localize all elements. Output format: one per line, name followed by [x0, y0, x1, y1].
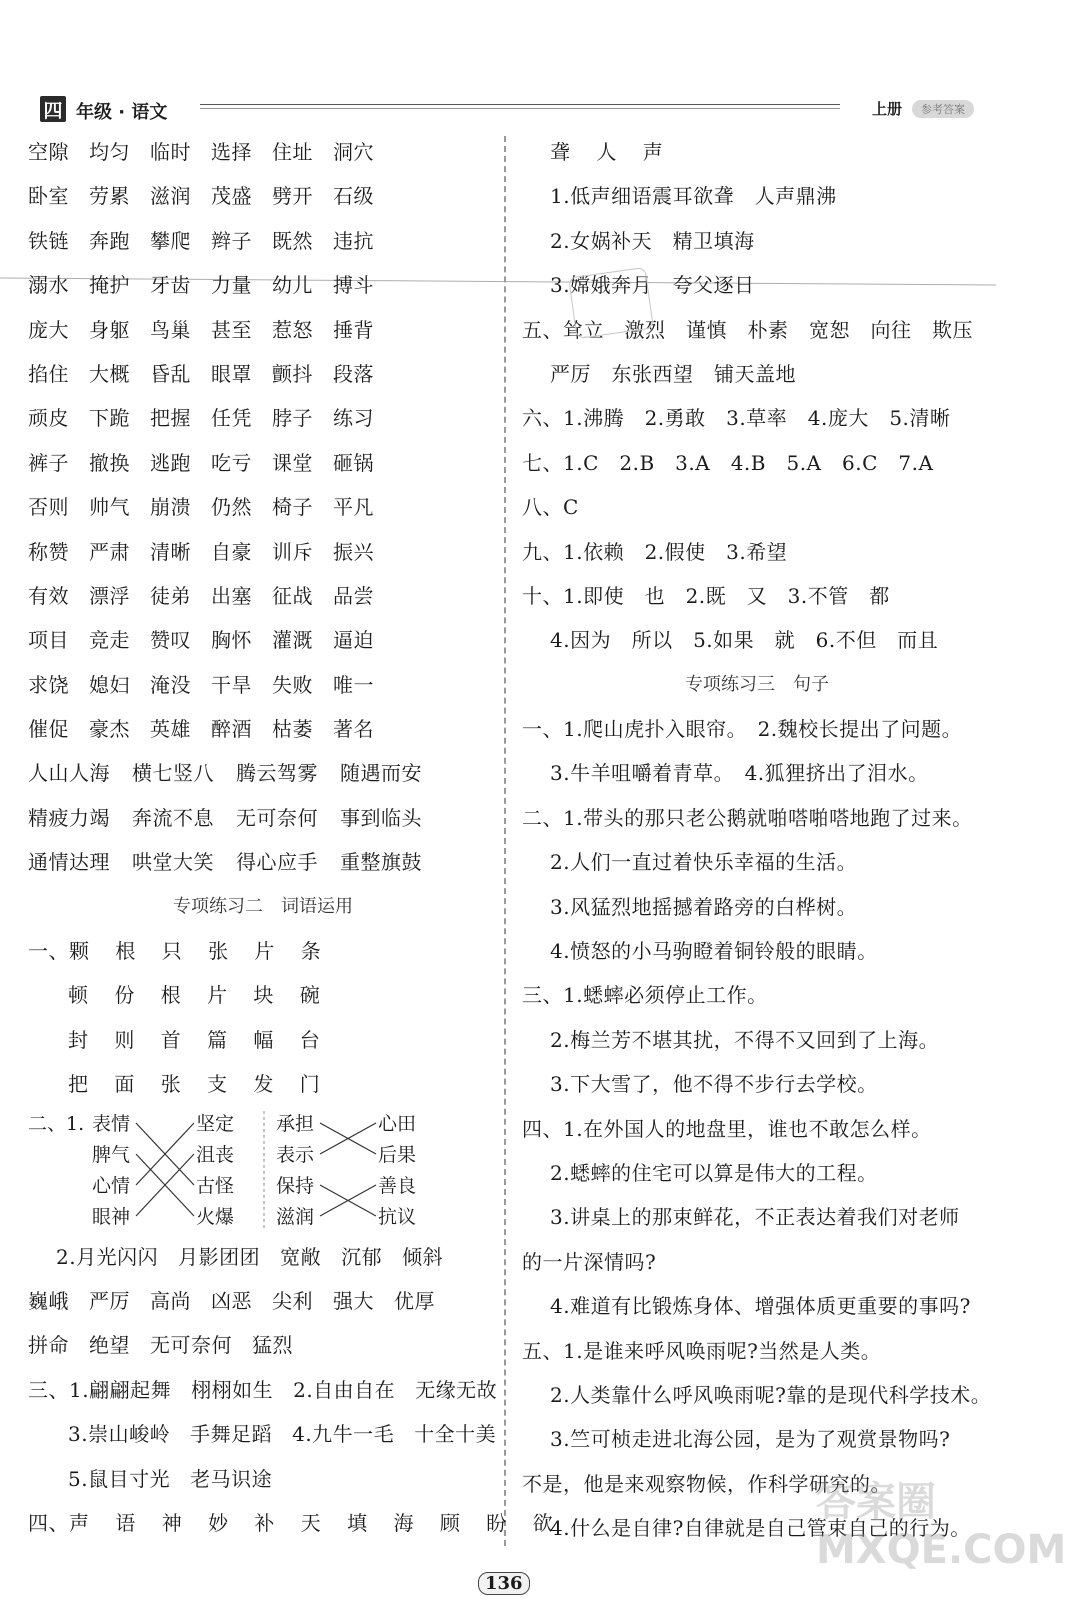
word-item: 哄堂大笑	[132, 850, 214, 875]
s4-line-3: 3.讲桌上的那束鲜花，不正表达着我们对老师	[550, 1205, 960, 1230]
word-item: 搏斗	[333, 273, 374, 298]
word-item: 卧室	[28, 184, 69, 209]
word-item: 失败	[272, 672, 313, 697]
word-item: 茂盛	[211, 184, 252, 209]
q1-words: 封 则 首 篇 幅 台	[68, 1027, 330, 1052]
word-item: 辫子	[211, 228, 252, 253]
word-item: 把握	[150, 406, 191, 431]
word-item: 月影团团	[178, 1244, 261, 1269]
s4-line-2: 2.蟋蟀的住宅可以算是伟大的工程。	[550, 1160, 878, 1185]
word-item: 精疲力竭	[28, 805, 110, 830]
q4-words: 声 语 神 妙 补 天 填 海 顾 盼 欲	[69, 1510, 563, 1535]
q4-continuation	[522, 130, 992, 174]
word-item: 巍峨	[28, 1288, 69, 1313]
idiom-row	[28, 840, 498, 884]
word-item: 横七竖八	[132, 761, 214, 786]
q2-label: 二、1.	[28, 1112, 85, 1135]
word-item: 住址	[272, 140, 313, 164]
word-row	[28, 308, 498, 352]
word-item: 溺水	[28, 273, 69, 298]
word-item: 高尚	[150, 1288, 191, 1313]
word-row	[28, 530, 498, 574]
q1-words: 顿 份 根 片 块 碗	[68, 983, 330, 1008]
word-item: 著名	[333, 717, 374, 742]
word-row	[28, 574, 498, 618]
word-item: 掐住	[28, 361, 69, 386]
word-item: 竞走	[89, 628, 130, 653]
s3-line-3: 3.下大雪了，他不得不步行去学校。	[550, 1072, 878, 1097]
watermark: 答案圈 MXQE.COM	[816, 1479, 1066, 1573]
word-item: 攀爬	[150, 228, 191, 253]
word-item: 奔跑	[89, 228, 130, 253]
word-item: 十全十美	[414, 1422, 497, 1447]
word-item: 倾斜	[402, 1244, 444, 1269]
word-item: 逃跑	[150, 450, 191, 475]
word-item: 随遇而安	[340, 761, 422, 786]
word-row	[28, 485, 498, 529]
q1-label: 一、	[28, 939, 69, 964]
word-item: 枯萎	[272, 717, 313, 742]
word-item: 醉酒	[211, 717, 252, 742]
idiom-list	[28, 751, 498, 884]
word-item: 逼迫	[333, 628, 374, 653]
word-item: 劳累	[89, 184, 130, 209]
word-item: 徒弟	[150, 583, 191, 608]
word-item: 征战	[272, 583, 313, 608]
word-item: 均匀	[89, 140, 130, 164]
right-column	[522, 130, 992, 1551]
match-right-a: 沮丧	[196, 1143, 235, 1166]
q9-line: 九、1.依赖 2.假使 3.希望	[522, 539, 788, 564]
word-item: 豪杰	[89, 717, 130, 742]
word-item: 下跪	[89, 406, 130, 431]
word-item: 胸怀	[211, 628, 252, 653]
q3-row-1	[28, 1368, 498, 1412]
word-item: 帅气	[89, 495, 130, 520]
q8-line: 八、C	[522, 495, 579, 520]
word-item: 得心应手	[236, 850, 318, 875]
match-right-b: 抗议	[378, 1205, 417, 1228]
word-item: 尖利	[272, 1288, 313, 1313]
idiom-answer-2: 2.女娲补天 精卫填海	[550, 228, 755, 253]
word-item: 裤子	[28, 450, 69, 475]
s5-line-4: 4.什么是自律?自律就是自己管束自己的行为。	[550, 1516, 971, 1541]
grade-badge: 四	[40, 96, 66, 122]
word-item: 滋润	[150, 184, 191, 209]
word-item: 5.鼠目寸光	[68, 1466, 171, 1491]
word-item: 强大	[333, 1288, 374, 1313]
word-item: 手舞足蹈	[190, 1422, 273, 1447]
column-divider	[504, 136, 506, 1546]
word-row	[28, 663, 498, 707]
word-item: 椅子	[272, 495, 313, 520]
word-item: 劈开	[272, 184, 313, 209]
word-item: 媳妇	[89, 672, 130, 697]
word-item: 宽敞	[280, 1244, 322, 1269]
word-item: 项目	[28, 628, 69, 653]
word-item: 凶恶	[211, 1288, 252, 1313]
s5-line-3b: 不是，他是来观察物候，作科学研究的。	[522, 1471, 891, 1496]
word-item: 漂浮	[89, 583, 130, 608]
word-item: 练习	[333, 406, 374, 431]
word-list	[28, 130, 498, 751]
word-item: 1.翩翩起舞	[69, 1377, 172, 1402]
match-left-b: 表示	[276, 1143, 315, 1166]
word-item: 顽皮	[28, 406, 69, 431]
match-left-a: 眼神	[92, 1205, 131, 1228]
match-right-a: 古怪	[196, 1174, 235, 1197]
s2-line-3: 3.风猛烈地摇撼着路旁的白桦树。	[550, 894, 858, 919]
match-left-b: 保持	[276, 1174, 315, 1197]
word-item: 干旱	[211, 672, 252, 697]
q10-line-1: 十、1.即使 也 2.既 又 3.不管 都	[522, 583, 890, 608]
word-item: 出塞	[211, 583, 252, 608]
match-right-b: 后果	[378, 1143, 417, 1166]
word-item: 幼儿	[272, 273, 313, 298]
q3-row-2	[28, 1412, 498, 1456]
word-item: 人山人海	[28, 761, 110, 786]
word-row	[28, 618, 498, 662]
word-item: 催促	[28, 717, 69, 742]
word-item: 训斥	[272, 539, 313, 564]
word-item: 赞叹	[150, 628, 191, 653]
word-item: 段落	[333, 361, 374, 386]
word-row	[28, 219, 498, 263]
word-item: 拼命	[28, 1333, 69, 1358]
word-item: 英雄	[150, 717, 191, 742]
q3-row-3	[28, 1457, 498, 1501]
header-rule	[200, 104, 840, 105]
word-item: 撤换	[89, 450, 130, 475]
word-item: 优厚	[394, 1288, 435, 1313]
word-item: 庞大	[28, 317, 69, 342]
word-item: 自豪	[211, 539, 252, 564]
q1-row-3	[28, 1018, 498, 1062]
word-item: 吃亏	[211, 450, 252, 475]
s5-line-3: 3.竺可桢走进北海公园，是为了观赏景物吗?	[550, 1427, 951, 1452]
word-item: 振兴	[333, 539, 374, 564]
word-item: 课堂	[272, 450, 313, 475]
match-right-a: 火爆	[196, 1205, 235, 1228]
word-item: 颤抖	[272, 361, 313, 386]
q6-line: 六、1.沸腾 2.勇敢 3.草率 4.庞大 5.清晰	[522, 406, 951, 431]
word-row	[28, 352, 498, 396]
word-item: 牙齿	[150, 273, 191, 298]
q4-row	[28, 1501, 563, 1545]
match-right-b: 善良	[378, 1174, 417, 1197]
word-item: 事到临头	[340, 805, 422, 830]
word-row	[28, 441, 498, 485]
match-left-a: 心情	[92, 1174, 131, 1197]
word-item: 灌溉	[272, 628, 313, 653]
idiom-answer-3: 3.嫦娥奔月 夸父逐日	[550, 273, 755, 298]
matching-exercise	[28, 1107, 498, 1235]
word-item: 猛烈	[252, 1333, 293, 1358]
word-item: 仍然	[211, 495, 252, 520]
page-number: 136	[478, 1572, 530, 1595]
match-left-a: 表情	[92, 1112, 131, 1135]
word-item: 无可奈何	[236, 805, 318, 830]
s3-line-2: 2.梅兰芳不堪其扰，不得不又回到了上海。	[550, 1027, 940, 1052]
s2-line-1: 二、1.带头的那只老公鹅就啪嗒啪嗒地跑了过来。	[522, 805, 973, 830]
word-item: 违抗	[333, 228, 374, 253]
word-item: 严肃	[89, 539, 130, 564]
q1-row-2	[28, 973, 498, 1017]
match-left-a: 脾气	[92, 1143, 131, 1166]
word-item: 掩护	[89, 273, 130, 298]
s1-line-1: 一、1.爬山虎扑入眼帘。 2.魏校长提出了问题。	[522, 717, 963, 742]
answer-badge: 参考答案	[912, 100, 974, 118]
word-item: 力量	[211, 273, 252, 298]
s4-line-3b: 的一片深情吗?	[522, 1249, 657, 1274]
word-item: 腾云驾雾	[236, 761, 318, 786]
word-item: 有效	[28, 583, 69, 608]
word-row	[28, 263, 498, 307]
word-item: 称赞	[28, 539, 69, 564]
word-item: 唯一	[333, 672, 374, 697]
word-item: 求饶	[28, 672, 69, 697]
word-item: 品尝	[333, 583, 374, 608]
s5-line-2: 2.人类靠什么呼风唤雨呢?靠的是现代科学技术。	[550, 1382, 992, 1407]
q2-2-label: 2.	[56, 1244, 77, 1269]
idiom-row	[28, 796, 498, 840]
word-item: 重整旗鼓	[340, 850, 422, 875]
word-item: 无可奈何	[150, 1333, 232, 1358]
q2-2-row-1	[28, 1235, 498, 1279]
section-title-3: 专项练习三 句子	[685, 673, 829, 695]
word-item: 绝望	[89, 1333, 130, 1358]
word-item: 沉郁	[341, 1244, 383, 1269]
q3-label: 三、	[28, 1377, 69, 1402]
word-item: 否则	[28, 495, 69, 520]
idiom-row	[28, 751, 498, 795]
word-item: 淹没	[150, 672, 191, 697]
word-item: 奔流不息	[132, 805, 214, 830]
q4-cont-words: 聋 人 声	[550, 140, 673, 164]
word-item: 清晰	[150, 539, 191, 564]
word-item: 月光闪闪	[76, 1244, 159, 1269]
volume-label: 上册	[872, 100, 903, 118]
page-header	[0, 0, 996, 140]
word-item: 无缘无故	[415, 1377, 498, 1402]
word-item: 洞穴	[333, 140, 374, 164]
word-item: 通情达理	[28, 850, 110, 875]
word-item: 昏乱	[150, 361, 191, 386]
matching-lines	[28, 1107, 498, 1235]
match-left-b: 承担	[276, 1112, 315, 1135]
grade-subject: 年级 · 语文	[76, 102, 168, 123]
q7-line: 七、1.C 2.B 3.A 4.B 5.A 6.C 7.A	[522, 450, 934, 475]
s4-line-4: 4.难道有比锻炼身体、增强体质更重要的事吗?	[550, 1294, 971, 1319]
q1-words: 把 面 张 支 发 门	[68, 1072, 330, 1097]
word-item: 脖子	[272, 406, 313, 431]
s2-line-4: 4.愤怒的小马驹瞪着铜铃般的眼睛。	[550, 939, 878, 964]
word-item: 既然	[272, 228, 313, 253]
header-rule-thin	[200, 108, 840, 109]
s4-line-1: 四、1.在外国人的地盘里，谁也不敢怎么样。	[522, 1116, 932, 1141]
q5-line-1: 五、耸立 激烈 谨慎 朴素 宽恕 向往 欺压	[522, 317, 973, 342]
word-item: 2.自由自在	[293, 1377, 396, 1402]
word-item: 老马识途	[190, 1466, 273, 1491]
word-item: 铁链	[28, 228, 69, 253]
faint-stamp	[568, 267, 654, 339]
word-item: 砸锅	[333, 450, 374, 475]
s2-line-2: 2.人们一直过着快乐幸福的生活。	[550, 850, 858, 875]
s5-line-1: 五、1.是谁来呼风唤雨呢?当然是人类。	[522, 1338, 882, 1363]
word-item: 鸟巢	[150, 317, 191, 342]
idiom-answer-1: 1.低声细语震耳欲聋 人声鼎沸	[550, 184, 837, 209]
match-right-b: 心田	[378, 1112, 417, 1135]
match-right-a: 坚定	[196, 1112, 235, 1135]
word-item: 3.崇山峻岭	[68, 1422, 171, 1447]
word-item: 惹怒	[272, 317, 313, 342]
word-row	[28, 396, 498, 440]
s3-line-1: 三、1.蟋蟀必须停止工作。	[522, 983, 768, 1008]
word-item: 栩栩如生	[191, 1377, 274, 1402]
word-row	[28, 174, 498, 218]
word-item: 任凭	[211, 406, 252, 431]
word-item: 空隙	[28, 140, 69, 164]
word-item: 4.九牛一毛	[292, 1422, 395, 1447]
word-row	[28, 707, 498, 751]
q2-2-row-2	[28, 1279, 498, 1323]
q1-row-4	[28, 1062, 498, 1106]
q4-label: 四、	[28, 1510, 69, 1535]
q1-row-1	[28, 929, 498, 973]
word-item: 石级	[333, 184, 374, 209]
word-item: 大概	[89, 361, 130, 386]
word-item: 捶背	[333, 317, 374, 342]
word-item: 眼罩	[211, 361, 252, 386]
q1-words: 颗 根 只 张 片 条	[69, 939, 331, 964]
word-item: 甚至	[211, 317, 252, 342]
word-item: 身躯	[89, 317, 130, 342]
word-item: 临时	[150, 140, 191, 164]
match-left-b: 滋润	[276, 1205, 315, 1228]
word-item: 严厉	[89, 1288, 130, 1313]
q2-2-row-3	[28, 1323, 498, 1367]
s1-line-2: 3.牛羊咀嚼着青草。 4.狐狸挤出了泪水。	[550, 761, 929, 786]
section-title-2: 专项练习二 词语运用	[173, 895, 353, 917]
word-row	[28, 130, 498, 174]
q5-line-2: 严厉 东张西望 铺天盖地	[550, 361, 796, 386]
q10-line-2: 4.因为 所以 5.如果 就 6.不但 而且	[550, 628, 939, 653]
word-item: 崩溃	[150, 495, 191, 520]
word-item: 平凡	[333, 495, 374, 520]
word-item: 选择	[211, 140, 252, 164]
